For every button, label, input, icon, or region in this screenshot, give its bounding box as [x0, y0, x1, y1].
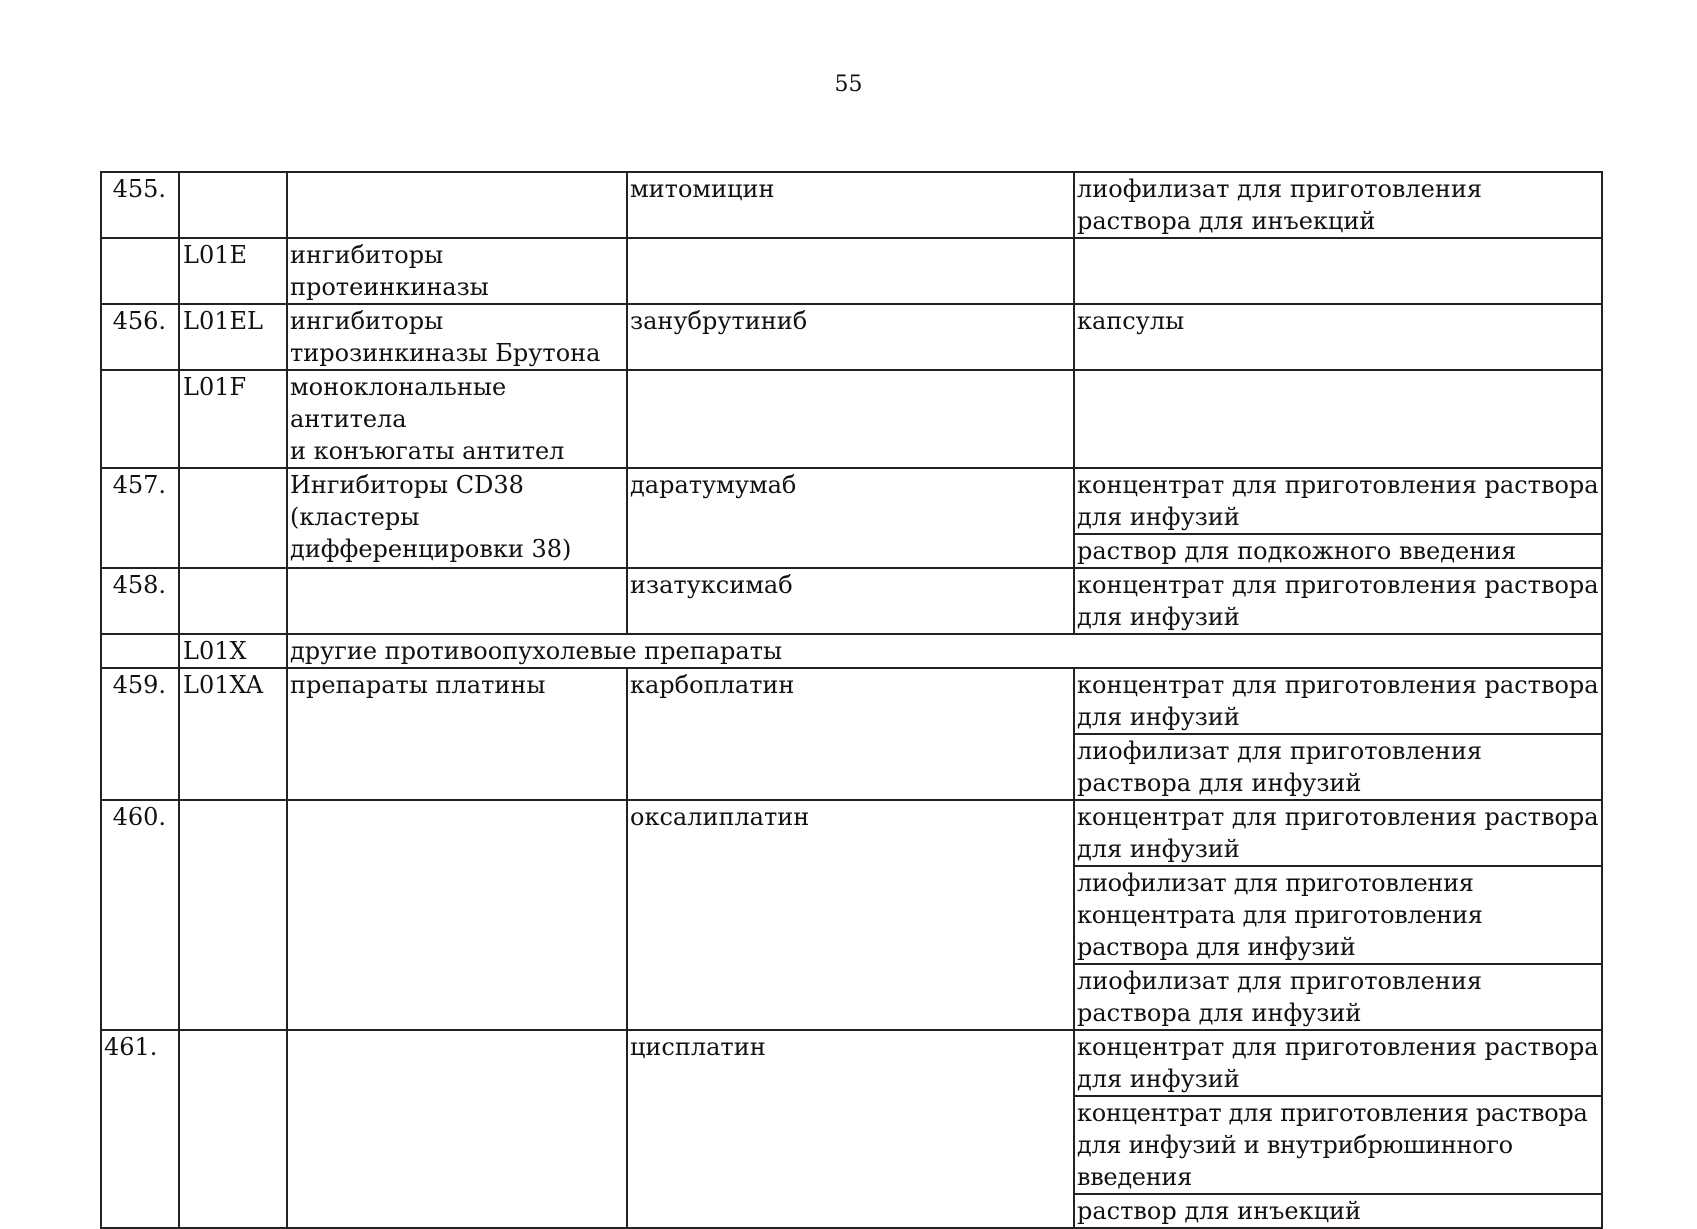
inn-cell: цисплатин [627, 1030, 1074, 1228]
table-row [101, 668, 1602, 734]
dosage-form-cell: лиофилизат для приготовления раствора для инфузий [1074, 964, 1602, 1030]
atc-code-cell: L01X [179, 634, 287, 668]
table-row [101, 172, 1602, 238]
inn-cell: даратумумаб [627, 468, 1074, 568]
dosage-form-cell: концентрат для приготовления раствора для инфузий [1074, 1030, 1602, 1096]
row-number: 455. [101, 172, 179, 238]
row-number: 456. [101, 304, 179, 370]
inn-cell: занубрутиниб [627, 304, 1074, 370]
atc-code-cell: L01E [179, 238, 287, 304]
inn-cell [627, 370, 1074, 468]
dosage-form-cell: лиофилизат для приготовления раствора для инъекций [1074, 172, 1602, 238]
inn-cell [627, 238, 1074, 304]
group-cell [287, 1030, 627, 1228]
row-number: 457. [101, 468, 179, 568]
dosage-form-cell: концентрат для приготовления раствора для инфузий [1074, 468, 1602, 534]
table-row [101, 634, 1602, 668]
dosage-form-cell: раствор для подкожного введения [1074, 534, 1602, 568]
row-number: 461. [101, 1030, 179, 1228]
row-number: 460. [101, 800, 179, 1030]
atc-code-cell [179, 468, 287, 568]
atc-code-cell [179, 800, 287, 1030]
group-cell: ингибиторы протеинкиназы [287, 238, 627, 304]
dosage-form-cell: лиофилизат для приготовления концентрата для приготовления раствора для инфузий [1074, 866, 1602, 964]
row-number: 458. [101, 568, 179, 634]
table-row [101, 304, 1602, 370]
inn-cell: митомицин [627, 172, 1074, 238]
atc-code-cell [179, 172, 287, 238]
dosage-form-cell [1074, 238, 1602, 304]
group-cell [287, 172, 627, 238]
group-cell [287, 568, 627, 634]
dosage-form-cell: лиофилизат для приготовления раствора для инфузий [1074, 734, 1602, 800]
group-cell: Ингибиторы CD38 (кластеры дифференцировки 38) [287, 468, 627, 568]
dosage-form-cell [1074, 370, 1602, 468]
dosage-form-cell: концентрат для приготовления раствора для инфузий [1074, 800, 1602, 866]
atc-code-cell: L01EL [179, 304, 287, 370]
dosage-form-cell: концентрат для приготовления раствора для инфузий и внутрибрюшинного введения [1074, 1096, 1602, 1194]
group-cell: другие противоопухолевые препараты [287, 634, 1602, 668]
group-cell: препараты платины [287, 668, 627, 800]
table-row [101, 568, 1602, 634]
atc-code-cell [179, 1030, 287, 1228]
table-row [101, 468, 1602, 534]
dosage-form-cell: концентрат для приготовления раствора для инфузий [1074, 568, 1602, 634]
row-number [101, 238, 179, 304]
row-number [101, 370, 179, 468]
drug-list-table [100, 171, 1603, 1229]
row-number: 459. [101, 668, 179, 800]
atc-code-cell [179, 568, 287, 634]
group-line-1: моноклональные антитела [290, 373, 507, 433]
inn-cell: оксалиплатин [627, 800, 1074, 1030]
row-number [101, 634, 179, 668]
page-number: 55 [834, 72, 863, 97]
table-row [101, 370, 1602, 468]
table-row [101, 1030, 1602, 1096]
dosage-form-cell: раствор для инъекций [1074, 1194, 1602, 1228]
inn-cell: изатуксимаб [627, 568, 1074, 634]
group-cell: ингибиторы тирозинкиназы Брутона [287, 304, 627, 370]
atc-code-cell: L01F [179, 370, 287, 468]
inn-cell: карбоплатин [627, 668, 1074, 800]
atc-code-cell: L01XA [179, 668, 287, 800]
group-line-2: и конъюгаты антител [290, 437, 565, 465]
dosage-form-cell: концентрат для приготовления раствора для инфузий [1074, 668, 1602, 734]
group-cell [287, 800, 627, 1030]
table-row [101, 238, 1602, 304]
table-row [101, 800, 1602, 866]
dosage-form-cell: капсулы [1074, 304, 1602, 370]
group-cell [287, 370, 627, 468]
